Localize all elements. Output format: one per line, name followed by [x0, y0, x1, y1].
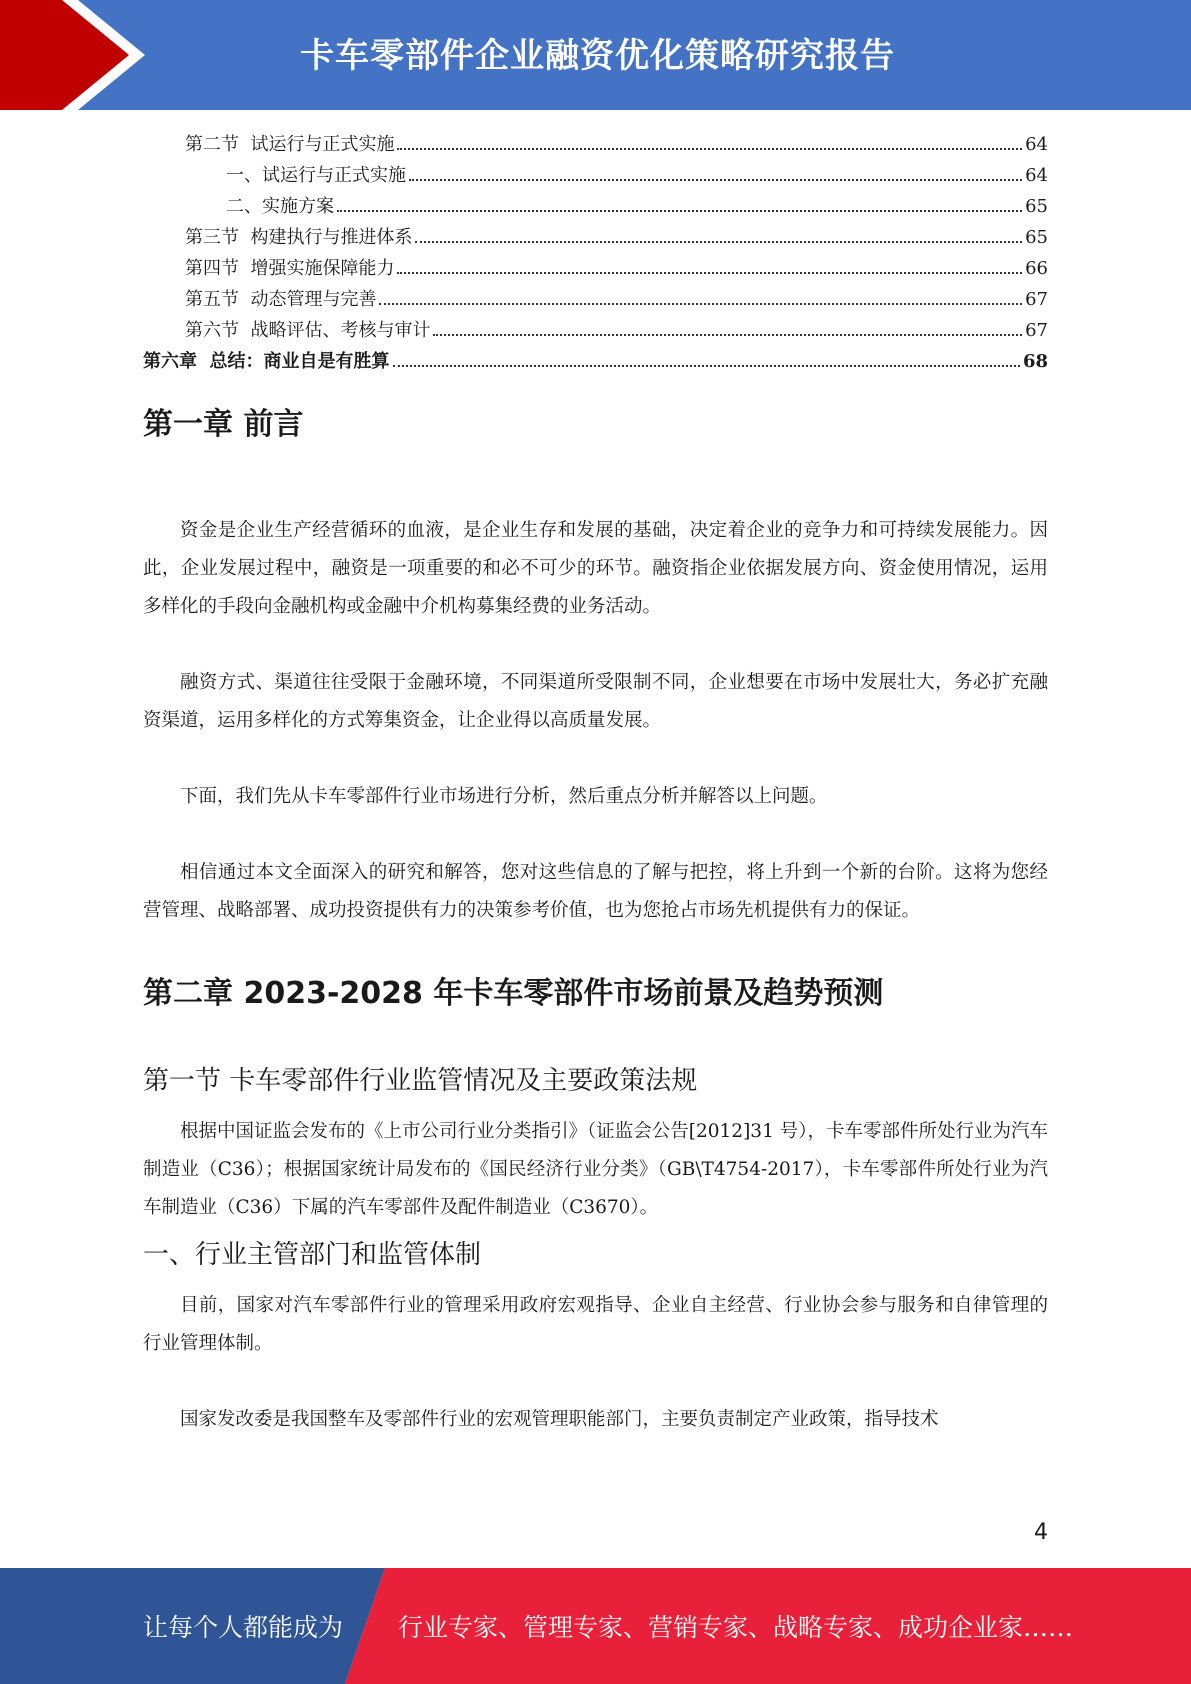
toc-entry-page: 67	[1025, 289, 1048, 310]
toc-entry-page: 66	[1025, 258, 1048, 279]
toc-entry[interactable]	[143, 254, 1048, 285]
toc-entry-chapter[interactable]	[143, 347, 1048, 378]
header-banner	[0, 0, 1191, 110]
footer-banner	[0, 1568, 1191, 1684]
paragraph: 国家发改委是我国整车及零部件行业的宏观管理职能部门，主要负责制定产业政策，指导技术	[180, 1408, 939, 1430]
toc-leader-dots	[393, 365, 1020, 367]
toc-entry-label: 第六节 战略评估、考核与审计	[185, 320, 431, 341]
report-title: 卡车零部件企业融资优化策略研究报告	[300, 36, 895, 76]
paragraph: 目前，国家对汽车零部件行业的管理采用政府宏观指导、企业自主经营、行业协会参与服务和自律管理的行业管理体制。	[143, 1294, 1048, 1354]
toc-entry[interactable]	[143, 223, 1048, 254]
toc-leader-dots	[415, 241, 1022, 243]
toc-entry-page: 67	[1025, 320, 1048, 341]
toc-leader-dots	[397, 148, 1022, 150]
toc-entry-label: 第三节 构建执行与推进体系	[185, 227, 413, 248]
toc-entry-page: 64	[1025, 165, 1048, 186]
toc-entry-page: 64	[1025, 134, 1048, 155]
toc-entry[interactable]	[143, 285, 1048, 316]
chapter-heading: 第一章 前言	[143, 407, 304, 442]
table-of-contents	[143, 130, 1048, 378]
toc-entry-label: 二、实施方案	[226, 196, 334, 217]
toc-leader-dots	[379, 303, 1022, 305]
footer-slogan-right: 行业专家、管理专家、营销专家、战略专家、成功企业家……	[398, 1613, 1074, 1642]
toc-entry[interactable]	[143, 316, 1048, 347]
toc-entry[interactable]	[143, 192, 1048, 223]
toc-leader-dots	[409, 179, 1022, 181]
toc-entry-label: 一、试运行与正式实施	[226, 165, 406, 186]
toc-entry-page: 65	[1025, 227, 1048, 248]
toc-leader-dots	[397, 272, 1022, 274]
toc-entry-label: 第二节 试运行与正式实施	[185, 134, 395, 155]
toc-entry[interactable]	[143, 161, 1048, 192]
toc-leader-dots	[337, 210, 1022, 212]
toc-entry-label: 第四节 增强实施保障能力	[185, 258, 395, 279]
toc-entry-label: 第六章 总结：商业自是有胜算	[143, 351, 390, 372]
toc-leader-dots	[433, 334, 1022, 336]
document-body	[143, 405, 1048, 1439]
toc-entry-page: 65	[1025, 196, 1048, 217]
arrow-decoration	[0, 0, 160, 110]
paragraph: 根据中国证监会发布的《上市公司行业分类指引》（证监会公告[2012]31 号），卡车零部件所处行业为汽车制造业（C36）；根据国家统计局发布的《国民经济行业分类》（GB\T4754-2017），卡车零部件所处行业为汽车制造业（C36）下属的汽车零部件及配件制造业（C3670）。	[143, 1120, 1048, 1218]
toc-entry-label: 第五节 动态管理与完善	[185, 289, 377, 310]
chapter-heading: 第二章 2023-2028 年卡车零部件市场前景及趋势预测	[143, 976, 884, 1011]
toc-entry-page: 68	[1022, 351, 1048, 372]
paragraph: 下面，我们先从卡车零部件行业市场进行分析，然后重点分析并解答以上问题。	[180, 786, 828, 807]
section-heading: 第一节 卡车零部件行业监管情况及主要政策法规	[143, 1066, 698, 1096]
footer-slogan-left: 让每个人都能成为	[143, 1613, 344, 1642]
subsection-heading: 一、行业主管部门和监管体制	[143, 1239, 482, 1270]
page-number: 4	[1034, 1520, 1048, 1545]
paragraph: 相信通过本文全面深入的研究和解答，您对这些信息的了解与把控，将上升到一个新的台阶。这将为您经营管理、战略部署、成功投资提供有力的决策参考价值，也为您抢占市场先机提供有力的保证。	[143, 862, 1048, 921]
toc-entry[interactable]	[143, 130, 1048, 161]
paragraph: 资金是企业生产经营循环的血液，是企业生存和发展的基础，决定着企业的竞争力和可持续发展能力。因此，企业发展过程中，融资是一项重要的和必不可少的环节。融资指企业依据发展方向、资金使用情况，运用多样化的手段向金融机构或金融中介机构募集经费的业务活动。	[143, 520, 1048, 617]
paragraph: 融资方式、渠道往往受限于金融环境，不同渠道所受限制不同，企业想要在市场中发展壮大，务必扩充融资渠道，运用多样化的方式筹集资金，让企业得以高质量发展。	[143, 672, 1048, 731]
